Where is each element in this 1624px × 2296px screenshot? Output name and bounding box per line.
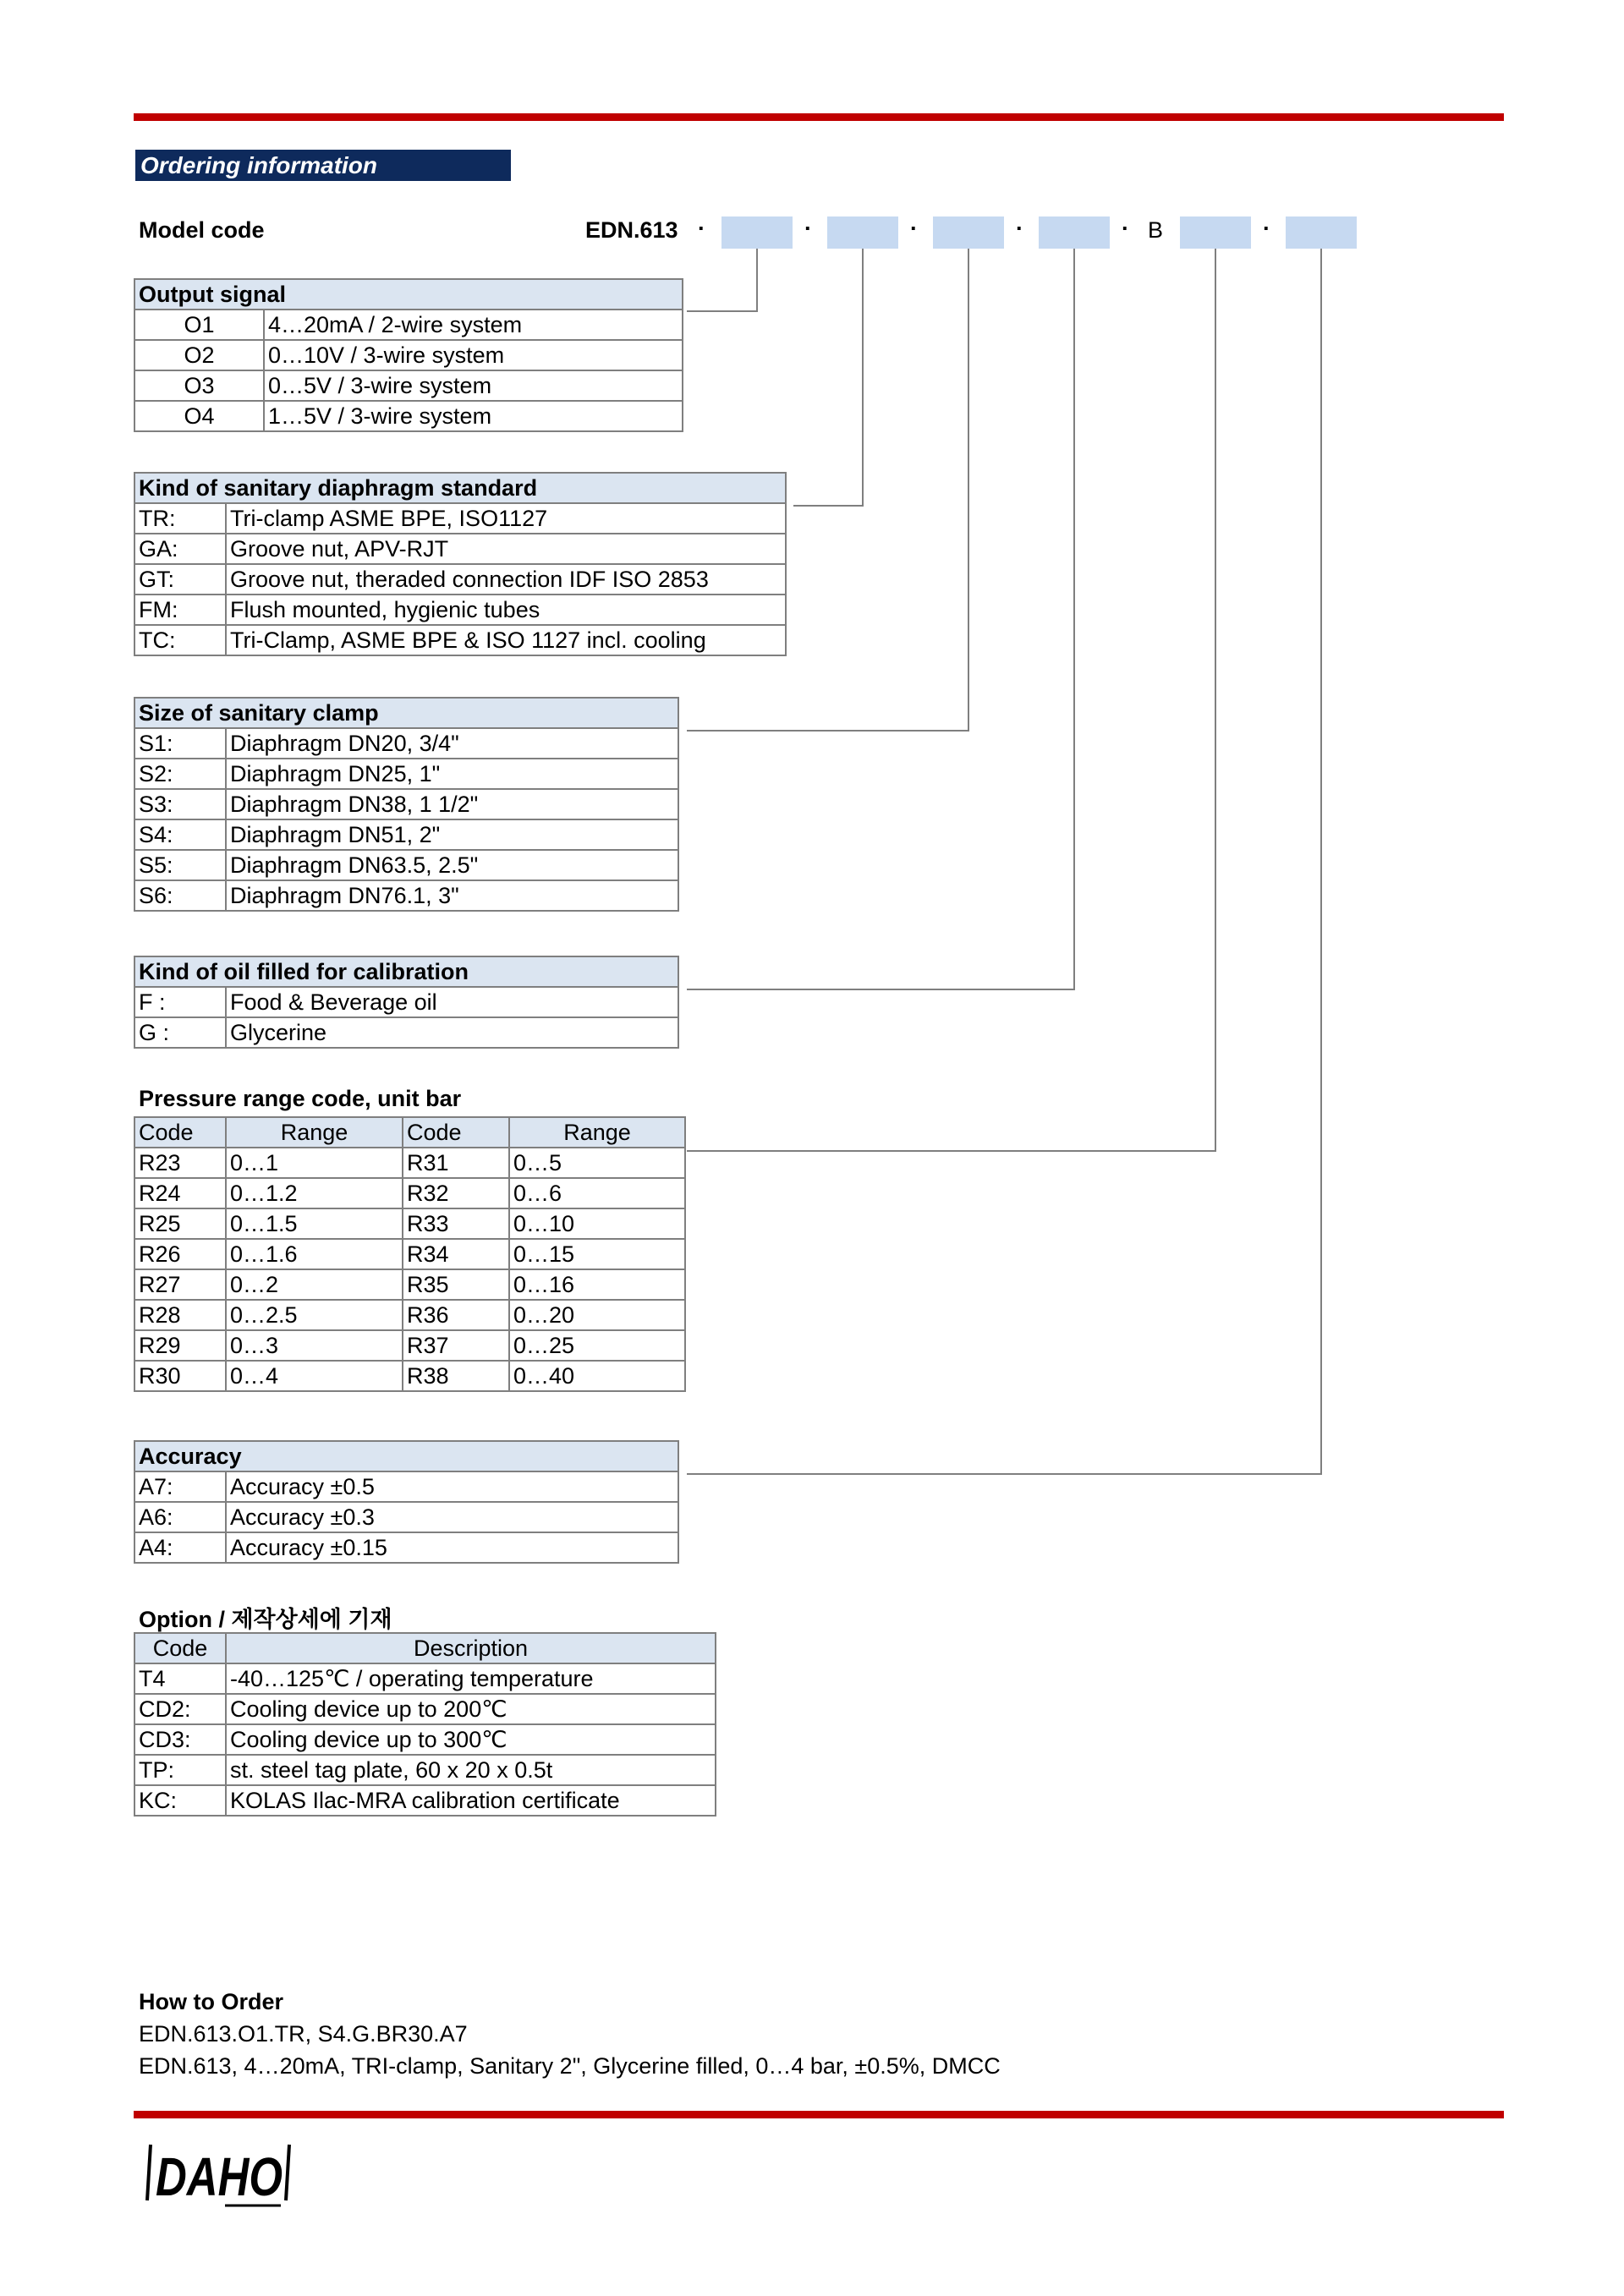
how-to-order-code: EDN.613.O1.TR, S4.G.BR30.A7 — [139, 2021, 468, 2047]
table-row — [134, 1502, 678, 1532]
code-cell: GA: — [134, 534, 226, 564]
table-row — [134, 625, 786, 655]
code-cell: R29 — [134, 1330, 226, 1361]
table-row — [134, 1724, 716, 1755]
range-cell: 0…25 — [509, 1330, 685, 1361]
option-table — [134, 1632, 716, 1817]
table-row — [134, 1663, 716, 1694]
code-cell: R30 — [134, 1361, 226, 1391]
description-cell: 0…5V / 3-wire system — [264, 370, 683, 401]
table-row — [134, 1239, 685, 1269]
code-cell: GT: — [134, 564, 226, 595]
bottom-rule — [134, 2111, 1504, 2118]
description-cell: Diaphragm DN76.1, 3" — [226, 880, 678, 911]
table-row — [134, 503, 786, 534]
column-header: Range — [509, 1117, 685, 1148]
range-cell: 0…20 — [509, 1300, 685, 1330]
option-title: Option / 제작상세에 기재 — [139, 1607, 392, 1632]
table-title: Size of sanitary clamp — [134, 698, 678, 728]
table-row — [134, 1785, 716, 1816]
code-cell: O2 — [134, 340, 264, 370]
table-row — [134, 1694, 716, 1724]
table-title: Output signal — [134, 279, 683, 310]
accuracy-table — [134, 1440, 679, 1564]
model-prefix: EDN.613 — [585, 217, 678, 243]
table-row — [134, 987, 678, 1017]
description-cell: Cooling device up to 300℃ — [226, 1724, 716, 1755]
pressure-title: Pressure range code, unit bar — [139, 1086, 462, 1111]
code-cell: S6: — [134, 880, 226, 911]
table-header-row — [134, 1633, 716, 1663]
separator-dot: · — [698, 216, 705, 241]
table-row — [134, 789, 678, 819]
code-cell: O3 — [134, 370, 264, 401]
range-cell: 0…3 — [226, 1330, 403, 1361]
code-cell: R24 — [134, 1178, 226, 1208]
section-title: Ordering information — [135, 150, 511, 181]
description-cell: Accuracy ±0.5 — [226, 1471, 678, 1502]
description-cell: Flush mounted, hygienic tubes — [226, 595, 786, 625]
code-cell: S2: — [134, 759, 226, 789]
table-row — [134, 1148, 685, 1178]
description-cell: KOLAS Ilac-MRA calibration certificate — [226, 1785, 716, 1816]
code-cell: FM: — [134, 595, 226, 625]
code-cell: A6: — [134, 1502, 226, 1532]
range-cell: 0…5 — [509, 1148, 685, 1178]
code-cell: G : — [134, 1017, 226, 1048]
code-cell: R23 — [134, 1148, 226, 1178]
table-row — [134, 534, 786, 564]
table-row — [134, 1532, 678, 1563]
table-row — [134, 819, 678, 850]
range-cell: 0…16 — [509, 1269, 685, 1300]
code-cell: R32 — [403, 1178, 509, 1208]
code-cell: R35 — [403, 1269, 509, 1300]
table-title: Kind of sanitary diaphragm standard — [134, 473, 786, 503]
table-row — [134, 880, 678, 911]
range-cell: 0…1.2 — [226, 1178, 403, 1208]
description-cell: st. steel tag plate, 60 x 20 x 0.5t — [226, 1755, 716, 1785]
code-cell: R37 — [403, 1330, 509, 1361]
column-header: Range — [226, 1117, 403, 1148]
table-row — [134, 340, 683, 370]
code-cell: S3: — [134, 789, 226, 819]
description-cell: Accuracy ±0.3 — [226, 1502, 678, 1532]
range-cell: 0…2.5 — [226, 1300, 403, 1330]
description-cell: Tri-clamp ASME BPE, ISO1127 — [226, 503, 786, 534]
table-row — [134, 370, 683, 401]
code-cell: R36 — [403, 1300, 509, 1330]
description-cell: -40…125℃ / operating temperature — [226, 1663, 716, 1694]
table-row — [134, 1300, 685, 1330]
code-cell: CD3: — [134, 1724, 226, 1755]
description-cell: Diaphragm DN20, 3/4" — [226, 728, 678, 759]
range-cell: 0…2 — [226, 1269, 403, 1300]
code-cell: TR: — [134, 503, 226, 534]
code-cell: R26 — [134, 1239, 226, 1269]
range-cell: 0…15 — [509, 1239, 685, 1269]
range-cell: 0…1 — [226, 1148, 403, 1178]
code-cell: A7: — [134, 1471, 226, 1502]
code-cell: F : — [134, 987, 226, 1017]
oil-table — [134, 956, 679, 1049]
code-cell: S1: — [134, 728, 226, 759]
daho-logo — [145, 2140, 298, 2207]
svg-text:DAHO: DAHO — [156, 2146, 283, 2207]
code-cell: O4 — [134, 401, 264, 431]
output-signal-table — [134, 278, 683, 432]
how-to-order-title: How to Order — [139, 1989, 284, 2014]
range-cell: 0…40 — [509, 1361, 685, 1391]
table-row — [134, 728, 678, 759]
range-cell: 0…6 — [509, 1178, 685, 1208]
table-row — [134, 1269, 685, 1300]
code-cell: TP: — [134, 1755, 226, 1785]
description-cell: Groove nut, APV-RJT — [226, 534, 786, 564]
code-cell: CD2: — [134, 1694, 226, 1724]
how-to-order-description: EDN.613, 4…20mA, TRI-clamp, Sanitary 2", Glycerine filled, 0…4 bar, ±0.5%, DMCC — [139, 2053, 1001, 2079]
separator-dot: · — [910, 216, 918, 241]
description-cell: Food & Beverage oil — [226, 987, 678, 1017]
range-cell: 0…4 — [226, 1361, 403, 1391]
range-cell: 0…10 — [509, 1208, 685, 1239]
code-cell: R25 — [134, 1208, 226, 1239]
column-header: Code — [134, 1117, 226, 1148]
separator-dot: · — [1263, 216, 1270, 241]
code-cell: R34 — [403, 1239, 509, 1269]
table-row — [134, 1755, 716, 1785]
fixed-letter: B — [1148, 217, 1164, 243]
table-title: Accuracy — [134, 1441, 678, 1471]
range-cell: 0…1.5 — [226, 1208, 403, 1239]
table-row — [134, 1208, 685, 1239]
code-cell: R38 — [403, 1361, 509, 1391]
table-row — [134, 1471, 678, 1502]
description-cell: Diaphragm DN38, 1 1/2" — [226, 789, 678, 819]
code-cell: S5: — [134, 850, 226, 880]
description-cell: Tri-Clamp, ASME BPE & ISO 1127 incl. cooling — [226, 625, 786, 655]
table-row — [134, 759, 678, 789]
description-cell: Accuracy ±0.15 — [226, 1532, 678, 1563]
description-cell: Diaphragm DN51, 2" — [226, 819, 678, 850]
column-header: Code — [403, 1117, 509, 1148]
code-cell: O1 — [134, 310, 264, 340]
code-cell: S4: — [134, 819, 226, 850]
table-row — [134, 401, 683, 431]
table-row — [134, 1361, 685, 1391]
code-cell: TC: — [134, 625, 226, 655]
table-title: Kind of oil filled for calibration — [134, 956, 678, 987]
separator-dot: · — [1122, 216, 1129, 241]
table-header-row — [134, 1117, 685, 1148]
description-cell: 1…5V / 3-wire system — [264, 401, 683, 431]
diaphragm-table — [134, 472, 787, 656]
code-cell: R28 — [134, 1300, 226, 1330]
description-cell: 4…20mA / 2-wire system — [264, 310, 683, 340]
code-cell: A4: — [134, 1532, 226, 1563]
table-row — [134, 310, 683, 340]
table-row — [134, 1330, 685, 1361]
code-cell: R33 — [403, 1208, 509, 1239]
code-cell: KC: — [134, 1785, 226, 1816]
column-header: Description — [226, 1633, 716, 1663]
description-cell: Glycerine — [226, 1017, 678, 1048]
description-cell: Diaphragm DN63.5, 2.5" — [226, 850, 678, 880]
table-row — [134, 595, 786, 625]
clamp-size-table — [134, 697, 679, 912]
code-cell: R31 — [403, 1148, 509, 1178]
code-cell: T4 — [134, 1663, 226, 1694]
description-cell: 0…10V / 3-wire system — [264, 340, 683, 370]
model-code-label: Model code — [139, 217, 265, 243]
range-cell: 0…1.6 — [226, 1239, 403, 1269]
table-row — [134, 1178, 685, 1208]
pressure-range-table — [134, 1116, 686, 1392]
column-header: Code — [134, 1633, 226, 1663]
description-cell: Cooling device up to 200℃ — [226, 1694, 716, 1724]
table-row — [134, 850, 678, 880]
description-cell: Groove nut, theraded connection IDF ISO 2853 — [226, 564, 786, 595]
description-cell: Diaphragm DN25, 1" — [226, 759, 678, 789]
separator-dot: · — [804, 216, 812, 241]
table-row — [134, 564, 786, 595]
table-row — [134, 1017, 678, 1048]
code-cell: R27 — [134, 1269, 226, 1300]
separator-dot: · — [1016, 216, 1023, 241]
